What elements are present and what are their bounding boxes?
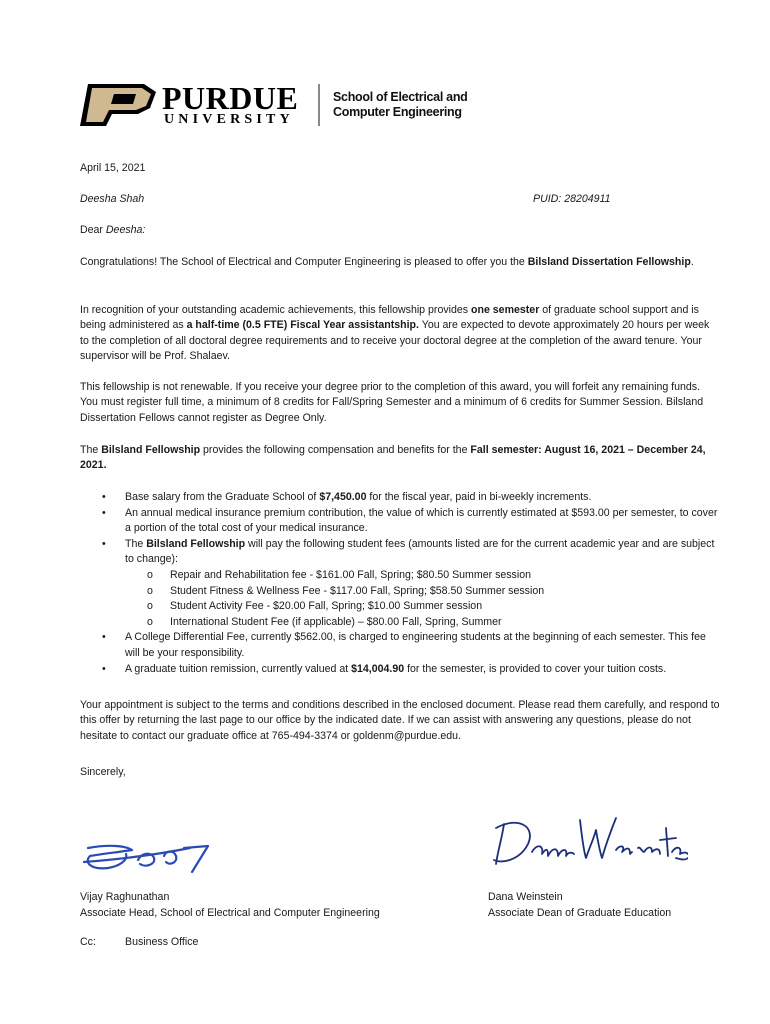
fee-item: o Repair and Rehabilitation fee - $161.00 Fall, Spring; $80.50 Summer session [80,568,720,584]
benefits-list [80,490,720,677]
list-item [80,537,720,568]
p2-text-e: You are expected to devote approximately 20 hours per week to the completion of all doctoral degree requirements and to receive your doctoral degree at the completion of the award tenure. Your supervisor will be Prof. Shalaev. [80,319,710,362]
paragraph-congratulations [80,255,720,270]
base-salary: $7,450.00 [319,491,367,503]
school-name [333,90,468,120]
fee-item: o Student Activity Fee - $20.00 Fall, Spring; $10.00 Summer session [80,599,720,615]
p4-text-a: The [80,444,102,456]
letterhead [78,80,478,132]
p2-assistantship: a half-time (0.5 FTE) Fiscal Year assistantship. [186,319,419,332]
p1-end: . [690,256,694,268]
signer-right-title: Associate Dean of Graduate Education [488,907,672,919]
salutation-name: Deesha: [105,224,146,236]
bullet3-text: The [125,537,147,550]
school-name-line2: Computer Engineering [333,105,462,119]
closing: Sincerely, [80,766,126,778]
letterhead-divider [318,84,320,126]
puid: PUID: 28204911 [533,193,611,205]
p4-text-c: provides the following compensation and benefits for the [200,444,471,456]
tuition-remission: $14,004.90 [351,662,405,675]
signature-left-icon [80,838,220,878]
signature-right-icon [488,808,688,870]
bullet3-end: will pay the following student fees (amounts listed are for the current academic year and are subject to change): [125,537,715,566]
paragraph-renewal: This fellowship is not renewable. If you receive your degree prior to the completion of this award, you will forfeit any remaining funds. You must register full time, a minimum of 8 credits for Fall/Spring Semester and a minimum of 6 credits for Summer Session. Bilsland Dissertation Fellows cannot register as Degree Only. [80,381,704,424]
bullet1-text: Base salary from the Graduate School of [125,491,320,503]
salutation-prefix: Dear [80,224,106,236]
purdue-wordmark: PURDUE [162,80,299,116]
bullet1-end: for the fiscal year, paid in bi-weekly increments. [366,491,592,503]
fee-item: o International Student Fee (if applicable) – $80.00 Fall, Spring, Summer [80,615,720,631]
paragraph-recognition [80,303,720,364]
cc-label: Cc: [80,936,96,948]
bullet3-fellowship: Bilsland Fellowship [146,537,246,550]
p1-text: Congratulations! The School of Electrical and Computer Engineering is pleased to offer you the [80,256,528,268]
signer-right-name: Dana Weinstein [488,891,563,903]
university-wordmark: UNIVERSITY [164,112,294,127]
p4-fellowship: Bilsland Fellowship [101,444,201,456]
cc-value: Business Office [125,936,199,948]
signer-left-title: Associate Head, School of Electrical and Computer Engineering [80,907,380,919]
p2-text-a: In recognition of your outstanding academic achievements, this fellowship provides [80,304,472,316]
school-name-line1: School of Electrical and [333,90,468,104]
signer-left-name: Vijay Raghunathan [80,891,170,903]
p2-text-c: of graduate school support and is being administered as [80,304,699,332]
letter-date: April 15, 2021 [80,162,146,174]
p1-fellowship-name: Bilsland Dissertation Fellowship [527,256,691,268]
recipient-name: Deesha Shah [80,193,145,205]
p2-one-semester: one semester [471,304,540,316]
salutation [80,223,145,238]
paragraph-compensation [80,443,720,474]
list-item: • An annual medical insurance premium contribution, the value of which is currently estimated at $593.00 per semester, to cover a portion of the total cost of your medical insurance. [80,506,720,537]
fee-item: o Student Fitness & Wellness Fee - $117.00 Fall, Spring; $58.50 Summer session [80,584,720,600]
list-item [80,490,720,506]
p4-semester-dates: Fall semester: August 16, 2021 – December 24, 2021. [80,444,706,472]
paragraph-terms: Your appointment is subject to the terms and conditions described in the enclosed document. Please read them carefully, and respond to this offer by returning the last page to our office by the indicated date. If we can assist with answering any questions, please do not hesitate to contact our graduate office at 765-494-3374 or goldenm@purdue.edu. [80,699,720,742]
bullet5-end: for the semester, is provided to cover your tuition costs. [404,662,667,675]
bullet5-text: A graduate tuition remission, currently valued at [125,662,352,675]
list-item [80,662,720,678]
purdue-p-logo-icon [78,80,158,128]
list-item: • A College Differential Fee, currently $562.00, is charged to engineering students at the beginning of each semester. This fee will be your responsibility. [80,630,720,661]
